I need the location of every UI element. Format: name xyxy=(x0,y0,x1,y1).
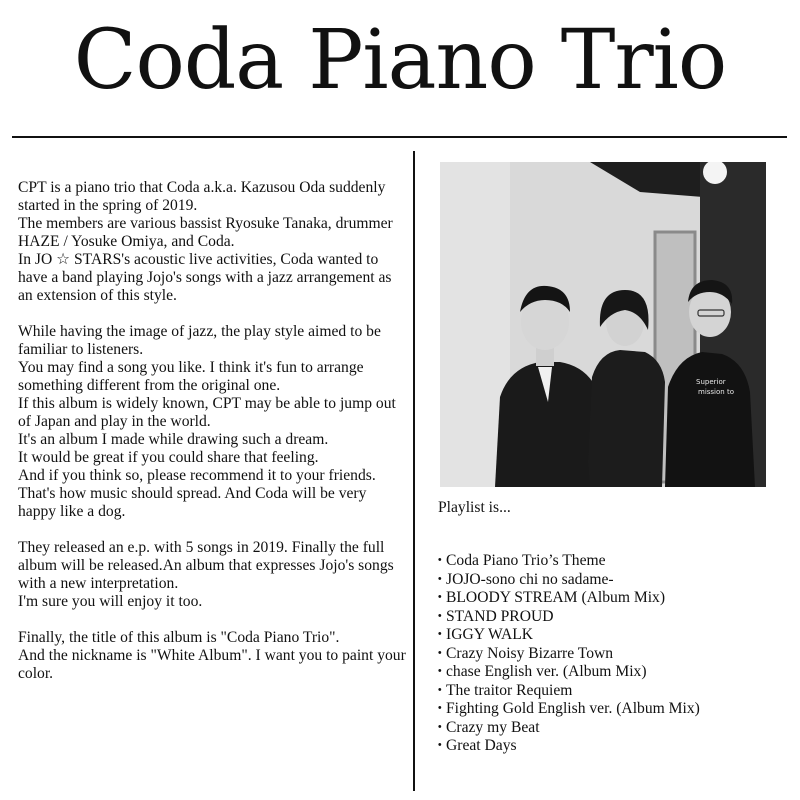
band-photo xyxy=(440,162,766,487)
playlist-track xyxy=(432,700,700,719)
playlist-track xyxy=(432,571,700,590)
playlist-track xyxy=(432,682,700,701)
track-title: Fighting Gold English ver. (Album Mix) xyxy=(446,700,700,717)
bullet: ・ xyxy=(432,700,448,717)
title-underline xyxy=(12,136,787,138)
track-title: JOJO-sono chi no sadame- xyxy=(446,570,614,588)
bullet: ・ xyxy=(432,552,448,569)
track-title: Great Days xyxy=(446,737,517,754)
track-title: Crazy Noisy Bizarre Town xyxy=(446,644,614,662)
bullet: ・ xyxy=(432,718,448,736)
bullet: ・ xyxy=(432,681,448,699)
playlist-track xyxy=(432,663,700,682)
bullet: ・ xyxy=(432,607,448,625)
bullet: ・ xyxy=(432,626,448,643)
playlist-track xyxy=(432,589,700,608)
playlist-track xyxy=(432,719,700,738)
playlist-track xyxy=(432,552,700,571)
page-title: Coda Piano Trio xyxy=(73,13,727,108)
description-paragraph-1: CPT is a piano trio that Coda a.k.a. Kazusou Oda suddenly started in the spring of 2019. The members are various bassist Ryosuke Tanaka, drummer HAZE / Yosuke Omiya, and Coda. In JO ☆ STARS's acoustic live activities, Coda wanted to have a band playing Jojo's songs with a jazz arrangement as an extension of this style. xyxy=(18,179,393,304)
bullet: ・ xyxy=(432,737,448,754)
playlist-heading: Playlist is... xyxy=(438,499,511,516)
track-title: Crazy my Beat xyxy=(446,718,540,736)
playlist xyxy=(432,552,700,756)
playlist-track xyxy=(432,608,700,627)
playlist-track xyxy=(432,737,700,756)
playlist-track xyxy=(432,645,700,664)
band-photo-illustration xyxy=(440,162,766,487)
description-paragraph-3: They released an e.p. with 5 songs in 2019. Finally the full album will be released.An album that expresses Jojo's songs with a new interpretation. I'm sure you will enjoy it too. xyxy=(18,539,394,610)
track-title: The traitor Requiem xyxy=(446,681,573,699)
track-title: Coda Piano Trio’s Theme xyxy=(446,552,606,569)
bullet: ・ xyxy=(432,570,448,588)
bullet: ・ xyxy=(432,589,448,606)
playlist-track xyxy=(432,626,700,645)
track-title: BLOODY STREAM (Album Mix) xyxy=(446,589,666,606)
description-paragraph-4: Finally, the title of this album is "Coda Piano Trio". And the nickname is "White Album". I want you to paint your color. xyxy=(18,629,406,682)
track-title: IGGY WALK xyxy=(446,626,534,643)
jacket-text-line-2: mission to xyxy=(698,388,734,396)
jacket-text-line-1: Superior xyxy=(696,378,726,386)
bullet: ・ xyxy=(432,663,448,680)
column-divider xyxy=(413,151,415,791)
track-title: chase English ver. (Album Mix) xyxy=(446,663,647,680)
description-text xyxy=(18,179,408,701)
track-title: STAND PROUD xyxy=(446,607,554,625)
description-paragraph-2: While having the image of jazz, the play style aimed to be familiar to listeners. You may find a song you like. I think it's fun to arrange something different from the original one. If this album is widely known, CPT may be able to jump out of Japan and play in the world. It's an album I made while drawing such a dream. It would be great if you could share that feeling. And if you think so, please recommend it to your friends. That's how music should spread. And Coda will be very happy like a dog. xyxy=(18,323,396,520)
bullet: ・ xyxy=(432,644,448,662)
